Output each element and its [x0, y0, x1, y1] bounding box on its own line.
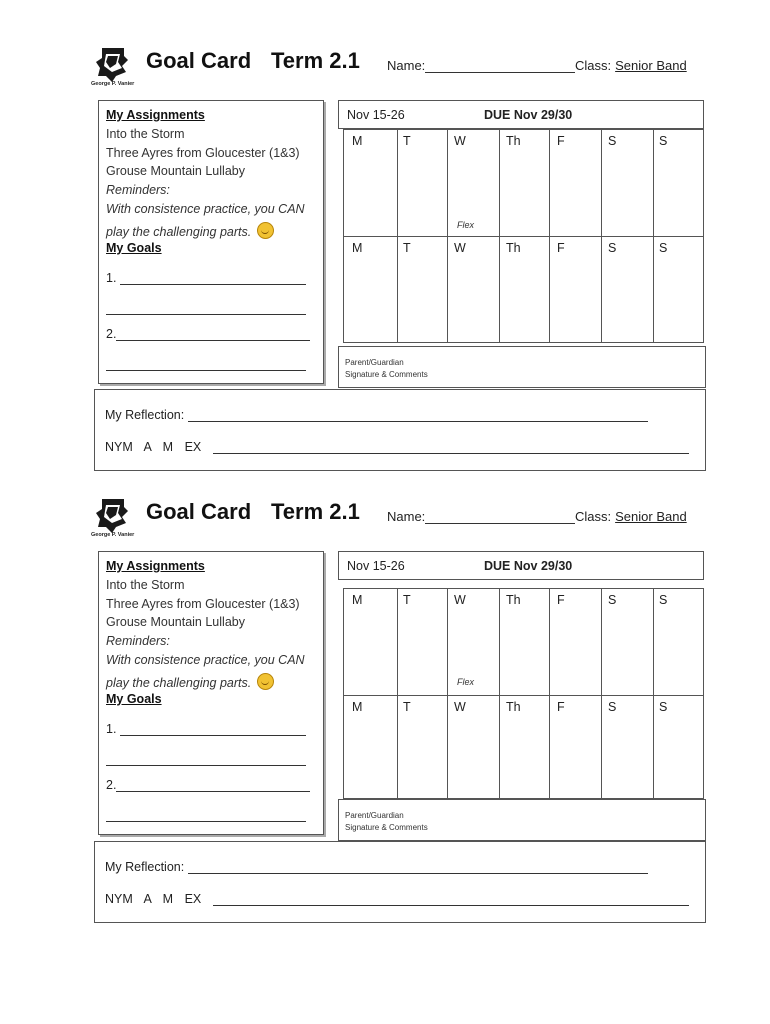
day-label: T [403, 700, 411, 714]
day-label: T [403, 593, 411, 607]
goal-1-continuation[interactable] [106, 301, 306, 315]
name-label: Name: [387, 58, 426, 73]
day-label: S [659, 241, 668, 255]
name-label: Name: [387, 509, 426, 524]
parent-label: Parent/Guardian [345, 358, 404, 367]
class-label: Class: [575, 58, 612, 73]
week-range: Nov 15-26 [347, 559, 405, 573]
assignments-heading: My Assignments [106, 108, 205, 122]
parent-signature-box[interactable] [338, 346, 706, 388]
day-label: T [403, 241, 411, 255]
name-field[interactable] [387, 509, 575, 524]
class-field [575, 58, 687, 73]
day-label: W [454, 593, 466, 607]
reminder-text-2: play the challenging parts. [106, 222, 274, 239]
card-title: Goal Card [146, 499, 252, 524]
day-label: S [608, 593, 617, 607]
goal-2-continuation[interactable] [106, 357, 306, 371]
goal-card-2 [0, 451, 770, 906]
goal-1-field[interactable]: 1. [106, 271, 306, 285]
reminder-text-2: play the challenging parts. [106, 673, 274, 690]
name-field[interactable] [387, 58, 575, 73]
week-header [338, 100, 704, 129]
day-label: F [557, 700, 565, 714]
reflection-box [94, 841, 706, 923]
parent-signature-box[interactable] [338, 799, 706, 841]
goals-heading: My Goals [106, 692, 162, 706]
day-label: Th [506, 700, 521, 714]
name-blank[interactable] [425, 511, 575, 524]
term-label: Term 2.1 [271, 499, 360, 524]
practice-grid[interactable] [343, 129, 704, 343]
signature-label: Signature & Comments [345, 823, 428, 832]
goal-card-1 [0, 0, 770, 454]
class-value: Senior Band [615, 509, 687, 524]
assignment-item: Into the Storm [106, 578, 185, 592]
day-label: S [659, 593, 668, 607]
day-label: W [454, 241, 466, 255]
smiley-face-icon [257, 673, 274, 690]
goal-2-continuation[interactable] [106, 808, 306, 822]
flex-label: Flex [457, 220, 475, 230]
goal-2-field[interactable]: 2. [106, 778, 310, 792]
flex-label: Flex [457, 677, 475, 687]
day-label: S [659, 134, 668, 148]
parent-label: Parent/Guardian [345, 811, 404, 820]
assignment-item: Grouse Mountain Lullaby [106, 164, 245, 178]
assignment-item: Three Ayres from Gloucester (1&3) [106, 146, 300, 160]
reminders-label: Reminders: [106, 183, 170, 197]
assignment-item: Into the Storm [106, 127, 185, 141]
goals-heading: My Goals [106, 241, 162, 255]
week-range: Nov 15-26 [347, 108, 405, 122]
class-field [575, 509, 687, 524]
day-label: Th [506, 593, 521, 607]
school-name: George P. Vanier [91, 532, 135, 538]
day-label: S [659, 700, 668, 714]
smiley-face-icon [257, 222, 274, 239]
assignments-heading: My Assignments [106, 559, 205, 573]
day-label: Th [506, 134, 521, 148]
day-label: Th [506, 241, 521, 255]
day-label: T [403, 134, 411, 148]
day-label: S [608, 134, 617, 148]
assignment-item: Grouse Mountain Lullaby [106, 615, 245, 629]
day-label: M [352, 241, 363, 255]
assignment-item: Three Ayres from Gloucester (1&3) [106, 597, 300, 611]
day-label: W [454, 134, 466, 148]
reminder-text: With consistence practice, you CAN [106, 202, 305, 216]
day-label: M [352, 134, 363, 148]
day-label: M [352, 700, 363, 714]
rating-field[interactable]: NYM A M EX [105, 892, 689, 906]
day-label: F [557, 134, 565, 148]
class-value: Senior Band [615, 58, 687, 73]
due-date: DUE Nov 29/30 [484, 559, 573, 573]
reflection-field[interactable]: My Reflection: [105, 860, 648, 874]
day-label: F [557, 241, 565, 255]
signature-label: Signature & Comments [345, 370, 428, 379]
goal-1-field[interactable]: 1. [106, 722, 306, 736]
school-name: George P. Vanier [91, 81, 135, 87]
goal-2-field[interactable]: 2. [106, 327, 310, 341]
day-label: F [557, 593, 565, 607]
name-blank[interactable] [425, 60, 575, 73]
goal-1-continuation[interactable] [106, 752, 306, 766]
rating-field[interactable]: NYM A M EX [105, 440, 689, 454]
day-label: M [352, 593, 363, 607]
day-label: S [608, 700, 617, 714]
practice-grid[interactable] [343, 588, 704, 799]
day-label: W [454, 700, 466, 714]
reflection-field[interactable]: My Reflection: [105, 408, 648, 422]
reminders-label: Reminders: [106, 634, 170, 648]
card-title: Goal Card [146, 48, 252, 73]
assignments-box [98, 100, 324, 384]
assignments-box [98, 551, 324, 835]
due-date: DUE Nov 29/30 [484, 108, 573, 122]
term-label: Term 2.1 [271, 48, 360, 73]
reminder-text: With consistence practice, you CAN [106, 653, 305, 667]
week-header [338, 551, 704, 580]
class-label: Class: [575, 509, 612, 524]
day-label: S [608, 241, 617, 255]
